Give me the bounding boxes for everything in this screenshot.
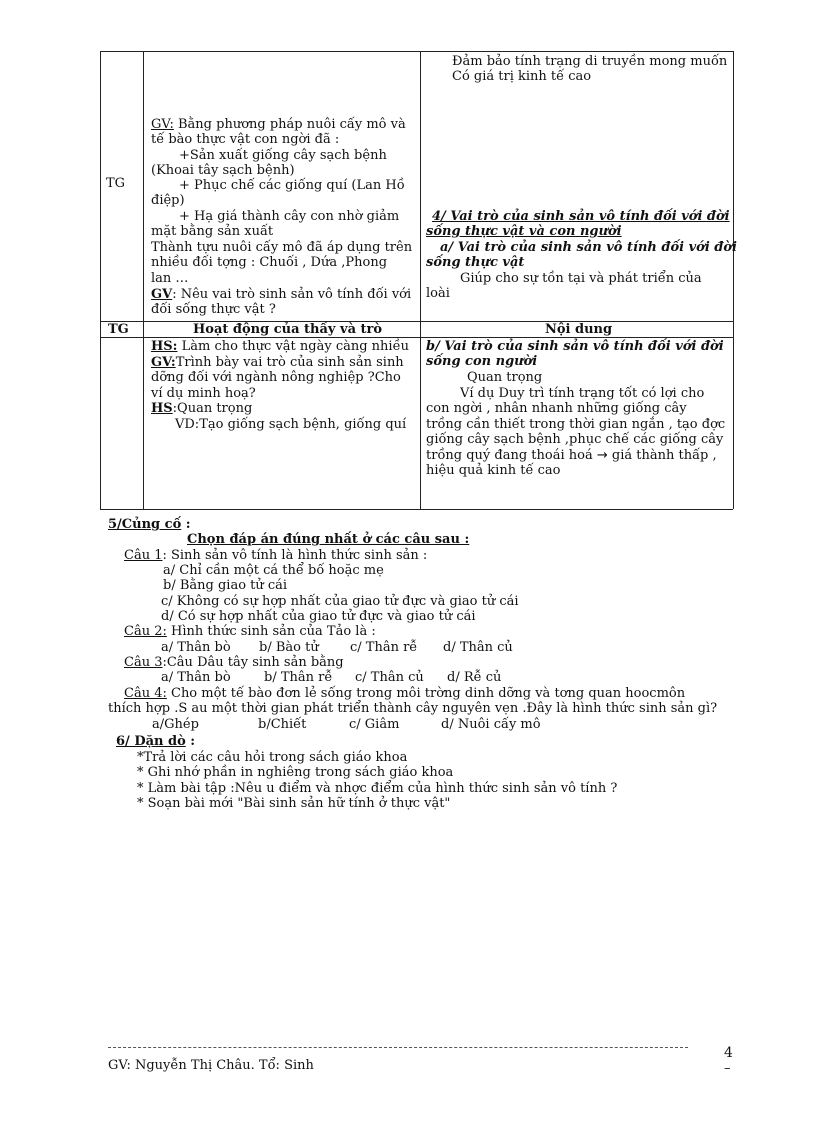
answer-option: c/ Không có sự hợp nhất của giao tử đực và giao tử cái	[161, 594, 519, 609]
question-text: : Sinh sản vô tính là hình thức sinh sản :	[162, 548, 428, 563]
activity-line	[151, 401, 252, 416]
activity-text: : Nêu vai trò sinh sản vô tính đối với	[172, 287, 412, 302]
content-line: Quan trọng	[467, 370, 543, 385]
activity-line: Thành tựu nuôi cấy mô đã áp dụng trên	[151, 240, 413, 255]
answer-option: d/ Có sự hợp nhất của giao tử đực và giao tử cái	[161, 609, 476, 624]
content-line: loài	[426, 286, 450, 301]
homework-item: * Ghi nhớ phần in nghiêng trong sách giáo khoa	[137, 765, 454, 780]
header-tg: TG	[108, 322, 129, 337]
content-line: trồng cần thiết trong thời gian ngắn , tạo đợc	[426, 417, 726, 432]
activity-line: nhiều đối tợng : Chuối , Dứa ,Phong	[151, 255, 388, 270]
question-label: Câu 1	[124, 548, 163, 563]
question-text: Cho một tế bào đơn lẻ sống trong môi trờng dinh dỡng và tơng quan hoocmôn	[166, 686, 686, 701]
question-label: Câu 4:	[124, 686, 167, 701]
answer-option: c/ Thân củ	[355, 670, 424, 685]
activity-line	[151, 339, 409, 354]
homework-item: *Trả lời các câu hỏi trong sách giáo khoa	[137, 750, 408, 765]
arrow-right-icon: →	[596, 448, 608, 463]
activity-line: + Hạ giá thành cây con nhờ giảm	[179, 209, 400, 224]
activity-line: ví dụ minh hoạ?	[151, 386, 256, 401]
activity-line: lan …	[151, 271, 189, 286]
content-line: Ví dụ Duy trì tính trạng tốt có lợi cho	[460, 386, 705, 401]
answer-option: a/Ghép	[152, 717, 199, 732]
question-label: Câu 2:	[124, 624, 167, 639]
section-6-title	[116, 734, 195, 749]
section-title-text: 6/ Dặn dò	[116, 734, 186, 749]
footer-divider	[108, 1047, 688, 1048]
activity-line: dỡng đối với ngành nông nghiệp ?Cho	[151, 370, 401, 385]
answer-option: a/ Thân bò	[161, 670, 231, 685]
table-tg-divider	[143, 51, 144, 509]
homework-item: * Làm bài tập :Nêu u điểm và nhợc điểm của hình thức sinh sản vô tính ?	[137, 781, 618, 796]
footer-author: GV: Nguyễn Thị Châu. Tổ: Sinh	[108, 1058, 314, 1073]
page-number: 4	[724, 1045, 733, 1061]
subsection-heading-b: b/ Vai trò của sinh sản vô tính đối với đời	[426, 339, 724, 354]
question-label: Câu 3	[124, 655, 163, 670]
content-line: hiệu quả kinh tế cao	[426, 463, 561, 478]
question-4	[124, 686, 685, 701]
activity-line	[151, 355, 404, 370]
tg-label: TG	[106, 176, 126, 191]
answer-option: a/ Chỉ cần một cá thể bố hoặc mẹ	[163, 563, 384, 578]
answer-option: c/ Giâm	[349, 717, 400, 732]
table-middle-divider	[420, 51, 421, 509]
question-3	[124, 655, 344, 670]
gv-label: GV:	[151, 355, 176, 370]
activity-line: (Khoai tây sạch bệnh)	[151, 163, 295, 178]
activity-text: Trình bày vai trò của sinh sản sinh	[175, 355, 404, 370]
content-line: Giúp cho sự tồn tại và phát triển của	[460, 271, 702, 286]
question-text: Hình thức sinh sản của Tảo là :	[166, 624, 376, 639]
answer-option: b/ Bằng giao tử cái	[163, 578, 288, 593]
content-line	[426, 448, 717, 463]
answer-option: b/Chiết	[258, 717, 307, 732]
subsection-heading-a: a/ Vai trò của sinh sản vô tính đối với đời	[440, 240, 737, 255]
content-text: giá thành thấp ,	[607, 448, 717, 463]
header-activity: Hoạt động của thầy và trò	[193, 322, 383, 337]
section-title-text: 5/Củng cố	[108, 517, 182, 532]
table-right-border	[733, 51, 734, 509]
answer-option: d/ Thân củ	[443, 640, 513, 655]
answer-option: d/ Rễ củ	[447, 670, 502, 685]
question-text: :Câu Dâu tây sinh sản bằng	[162, 655, 344, 670]
answer-option: d/ Nuôi cấy mô	[441, 717, 541, 732]
hs-label: HS:	[151, 339, 178, 354]
question-4-line-2: thích hợp .S au một thời gian phát triển thành cây nguyên vẹn .Đây là hình thức sinh sản gì?	[108, 701, 718, 716]
content-line: con ngời , nhân nhanh những giống cây	[426, 401, 687, 416]
content-line: Đảm bảo tính trạng di truyền mong muốn	[452, 54, 728, 69]
activity-text: Bằng phương pháp nuôi cấy mô và	[173, 117, 406, 132]
answer-option: b/ Thân rễ	[264, 670, 333, 685]
activity-line	[151, 287, 411, 302]
answer-option: c/ Thân rễ	[350, 640, 418, 655]
content-line: Có giá trị kinh tế cao	[452, 69, 592, 84]
answer-option: b/ Bào tử	[259, 640, 319, 655]
question-2	[124, 624, 376, 639]
activity-text: Làm cho thực vật ngày càng nhiều	[177, 339, 409, 354]
activity-line: tế bào thực vật con ngời đã :	[151, 132, 340, 147]
hs-label: HS	[151, 401, 173, 416]
content-line: giống cây sạch bệnh ,phục chế các giống cây	[426, 432, 724, 447]
activity-line: đối sống thực vật ?	[151, 302, 276, 317]
quiz-instruction: Chọn đáp án đúng nhất ở các câu sau :	[187, 532, 470, 547]
activity-line: + Phục chế các giống quí (Lan Hồ	[179, 178, 405, 193]
activity-line	[151, 117, 406, 132]
question-1	[124, 548, 427, 563]
gv-label: GV:	[151, 117, 174, 132]
table-left-border	[100, 51, 101, 509]
table-bottom-border	[100, 509, 733, 510]
header-content: Nội dung	[545, 322, 613, 337]
section-5-title	[108, 517, 191, 532]
homework-item: * Soạn bài mới "Bài sinh sản hữ tính ở thực vật"	[137, 796, 451, 811]
page-number-dash: –	[724, 1061, 731, 1076]
section-heading-4: 4/ Vai trò của sinh sản vô tính đối với đời	[432, 209, 730, 224]
content-text: trồng quý đang thoái hoá	[426, 448, 593, 463]
activity-line: +Sản xuất giống cây sạch bệnh	[179, 148, 387, 163]
section-heading-4: sống thực vật và con người	[426, 224, 622, 239]
subsection-heading-a: sống thực vật	[426, 255, 525, 270]
subsection-heading-b: sống con người	[426, 354, 538, 369]
answer-option: a/ Thân bò	[161, 640, 231, 655]
activity-text: :Quan trọng	[172, 401, 253, 416]
table-top-border	[100, 51, 733, 52]
activity-line: mặt bằng sản xuất	[151, 224, 274, 239]
section-title-colon: :	[181, 517, 191, 532]
gv-label: GV	[151, 287, 173, 302]
section-title-colon: :	[185, 734, 196, 749]
table-header-bottom-border	[100, 337, 733, 338]
activity-line: điệp)	[151, 193, 185, 208]
activity-line: VD:Tạo giống sạch bệnh, giống quí	[175, 417, 407, 432]
